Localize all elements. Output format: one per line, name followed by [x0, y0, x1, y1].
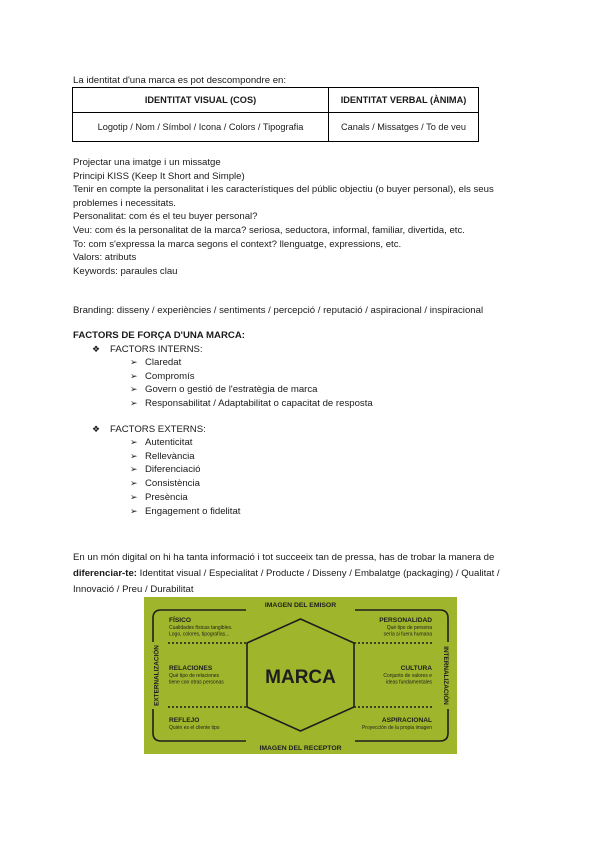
note-line: Projectar una imatge i un missatge: [73, 157, 221, 168]
header-verbal-identity: IDENTITAT VERBAL (ÀNIMA): [329, 88, 479, 113]
identity-table-row: [73, 113, 479, 142]
facet-relations-desc: tiene con otras personas: [169, 679, 224, 686]
internal-factors-list: [130, 356, 373, 411]
header-visual-identity: IDENTITAT VISUAL (COS): [73, 88, 329, 113]
label-brand-center: MARCA: [265, 667, 336, 688]
list-item: [130, 397, 373, 411]
list-item-label: Presència: [145, 491, 188, 503]
arrow-bullet-icon: ➢: [130, 464, 138, 475]
differentiate-emphasis: diferenciar-te:: [73, 568, 137, 580]
list-item-label: Compromís: [145, 370, 195, 382]
list-item-label: Rellevància: [145, 450, 195, 462]
facet-physical-title: FÍSICO: [169, 617, 191, 624]
arrow-bullet-icon: ➢: [130, 478, 138, 489]
list-item: [130, 463, 240, 477]
factors-title: FACTORS DE FORÇA D'UNA MARCA:: [73, 330, 245, 341]
paragraph-line: Innovació / Preu / Durabilitat: [73, 584, 194, 596]
list-item: [130, 505, 240, 519]
facet-personality-desc: Qué tipo de persona: [386, 625, 432, 631]
arrow-bullet-icon: ➢: [130, 437, 138, 447]
note-line: Principi KISS (Keep It Short and Simple): [73, 170, 245, 182]
external-factors-list: [130, 436, 240, 518]
list-item-label: Responsabilitat / Adaptabilitat o capacitat de resposta: [145, 398, 373, 410]
facet-personality-title: PERSONALIDAD: [379, 617, 432, 624]
identity-table: [72, 87, 479, 142]
intro-text: La identitat d'una marca es pot descompondre en:: [73, 75, 287, 86]
note-line: problemes i necessitats.: [73, 197, 176, 209]
brand-identity-prism: [144, 597, 457, 754]
internal-factors-label: FACTORS INTERNS:: [110, 344, 203, 355]
note-line: Keywords: paraules clau: [73, 265, 178, 277]
arrow-bullet-icon: ➢: [130, 398, 138, 409]
label-receiver-image: IMAGEN DEL RECEPTOR: [259, 745, 342, 752]
facet-culture-desc: ideas fundamentales: [385, 679, 432, 686]
internal-factors-heading: [92, 344, 203, 355]
facet-aspirational-title: ASPIRACIONAL: [381, 717, 432, 724]
facet-relations-title: RELACIONES: [169, 665, 213, 672]
facet-reflection-desc: Quién es el cliente tipo: [169, 725, 220, 731]
identity-table-header-row: [73, 88, 479, 113]
branding-line: Branding: disseny / experiències / sentiments / percepció / reputació / aspiracional / inspiracional: [73, 305, 484, 316]
facet-culture-desc: Conjunto de valores e: [383, 673, 432, 679]
external-factors-label: FACTORS EXTERNS:: [110, 424, 206, 435]
diamond-bullet-icon: ❖: [92, 424, 101, 434]
arrow-bullet-icon: ➢: [130, 450, 138, 461]
arrow-bullet-icon: ➢: [130, 384, 138, 395]
note-line: Personalitat: com és el teu buyer personal?: [73, 211, 258, 223]
arrow-bullet-icon: ➢: [130, 505, 138, 516]
list-item: [130, 383, 373, 397]
external-factors-heading: [92, 424, 206, 435]
list-item-label: Govern o gestió de l'estratègia de marca: [145, 384, 318, 396]
differentiation-paragraph: [73, 550, 500, 599]
facet-physical-desc: Cualidades físicas tangibles.: [169, 625, 233, 631]
list-item: [130, 450, 240, 464]
list-item: [130, 370, 373, 384]
label-externalization: EXTERNALIZACIÓN: [153, 645, 161, 706]
facet-aspirational-desc: Proyección de la propia imagen: [361, 725, 432, 731]
notes-block: [73, 156, 494, 278]
list-item-label: Autenticitat: [145, 437, 193, 448]
cell-visual-identity: Logotip / Nom / Símbol / Icona / Colors / Tipografia: [73, 113, 329, 142]
list-item: [130, 491, 240, 505]
facet-culture-title: CULTURA: [400, 665, 432, 672]
note-line: Valors: atributs: [73, 252, 137, 264]
list-item: [130, 356, 373, 370]
differentiation-list: Identitat visual / Especialitat / Producte / Disseny / Embalatge (packaging) / Qualitat /: [136, 568, 500, 580]
note-line: To: com s'expressa la marca segons el context? llenguatge, expressions, etc.: [73, 238, 402, 250]
list-item-label: Diferenciació: [145, 464, 201, 476]
arrow-bullet-icon: ➢: [130, 491, 138, 502]
facet-relations-desc: Qué tipo de relaciones: [169, 673, 220, 679]
facet-physical-desc: Logo, colores, tipografías...: [169, 631, 230, 638]
list-item-label: Engagement o fidelitat: [145, 505, 241, 517]
list-item: [130, 436, 240, 450]
paragraph-line: En un món digital on hi ha tanta informació i tot succeeix tan de pressa, has de trobar la manera de: [73, 552, 495, 563]
list-item: [130, 477, 240, 491]
paragraph-line: [73, 566, 500, 582]
label-internalization: INTERNALIZACIÓN: [442, 646, 449, 705]
facet-personality-desc: sería si fuera humana: [383, 631, 432, 638]
list-item-label: Claredat: [145, 357, 182, 368]
arrow-bullet-icon: ➢: [130, 357, 138, 367]
list-item-label: Consistència: [145, 478, 200, 490]
label-emitter-image: IMAGEN DEL EMISOR: [264, 602, 337, 609]
arrow-bullet-icon: ➢: [130, 370, 138, 381]
facet-reflection-title: REFLEJO: [169, 717, 200, 724]
cell-verbal-identity: Canals / Missatges / To de veu: [329, 113, 479, 142]
diamond-bullet-icon: ❖: [92, 344, 101, 354]
note-line: Veu: com és la personalitat de la marca? seriosa, seductora, informal, familiar, divertida, etc.: [73, 224, 465, 236]
note-line: Tenir en compte la personalitat i les característiques del públic objectiu (o buyer personal), els seus: [73, 184, 494, 196]
